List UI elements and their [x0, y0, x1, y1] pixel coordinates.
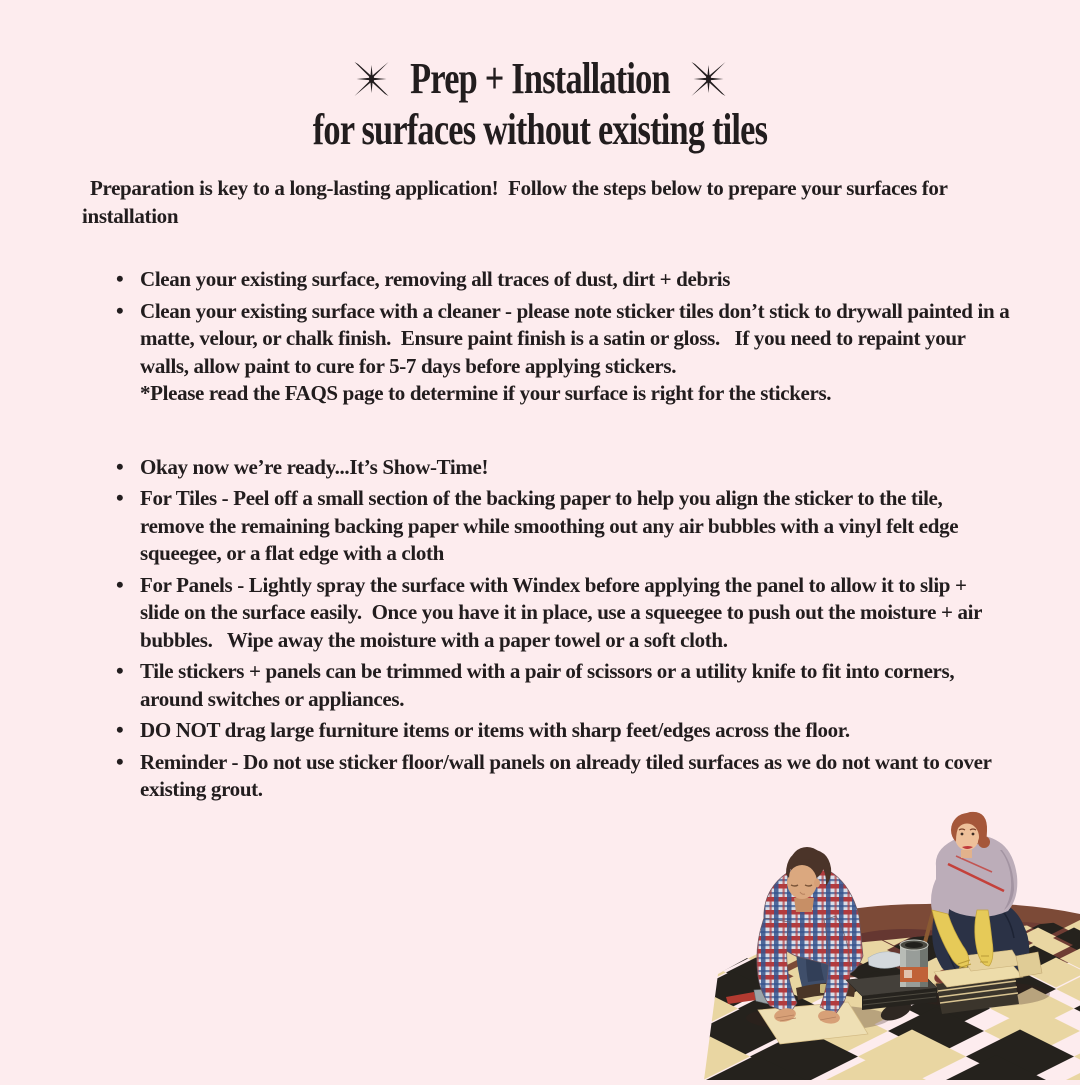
subtitle-text: for surfaces without existing tiles	[312, 105, 768, 155]
instruction-list-surface-prep	[0, 266, 1080, 408]
list-item: • DO NOT drag large furniture items or items with sharp feet/edges across the floor.	[114, 717, 1010, 745]
list-item: • Reminder - Do not use sticker floor/wall panels on already tiled surfaces as we do not want to cover existing grout.	[114, 749, 1010, 804]
list-item: • Clean your existing surface with a cleaner - please note sticker tiles don’t stick to drywall painted in a matte, velour, or chalk finish. Ensure paint finish is a satin or gloss. If you need to repaint your walls, allow paint to cure for 5-7 days before applying stickers. *Please read the FAQS page to determine if your surface is right for the stickers.	[114, 298, 1010, 408]
title-text: Prep + Installation	[410, 54, 670, 103]
list-item: • Clean your existing surface, removing all traces of dust, dirt + debris	[114, 266, 1010, 294]
list-item: • Tile stickers + panels can be trimmed with a pair of scissors or a utility knife to fit into corners, around switches or appliances.	[114, 658, 1010, 713]
instruction-list-installation	[0, 454, 1080, 804]
list-item: • For Panels - Lightly spray the surface with Windex before applying the panel to allow it to slip + slide on the surface easily. Once you have it in place, use a squeegee to push out the moisture + air bubbles. Wipe away the moisture with a paper towel or a soft cloth.	[114, 572, 1010, 655]
list-item: • For Tiles - Peel off a small section of the backing paper to help you align the sticker to the tile, remove the remaining backing paper while smoothing out any air bubbles with a vinyl felt edge squeegee, or a flat edge with a cloth	[114, 485, 1010, 568]
vintage-tile-installation-illustration	[696, 806, 1080, 1080]
intro-paragraph: Preparation is key to a long-lasting application! Follow the steps below to prepare your surfaces for installation	[82, 175, 953, 228]
title-line-1	[119, 54, 961, 103]
sparkle-icon	[351, 59, 391, 99]
page-title	[119, 0, 961, 157]
list-item: • Okay now we’re ready...It’s Show-Time!	[114, 454, 1010, 482]
sparkle-icon	[689, 59, 729, 99]
